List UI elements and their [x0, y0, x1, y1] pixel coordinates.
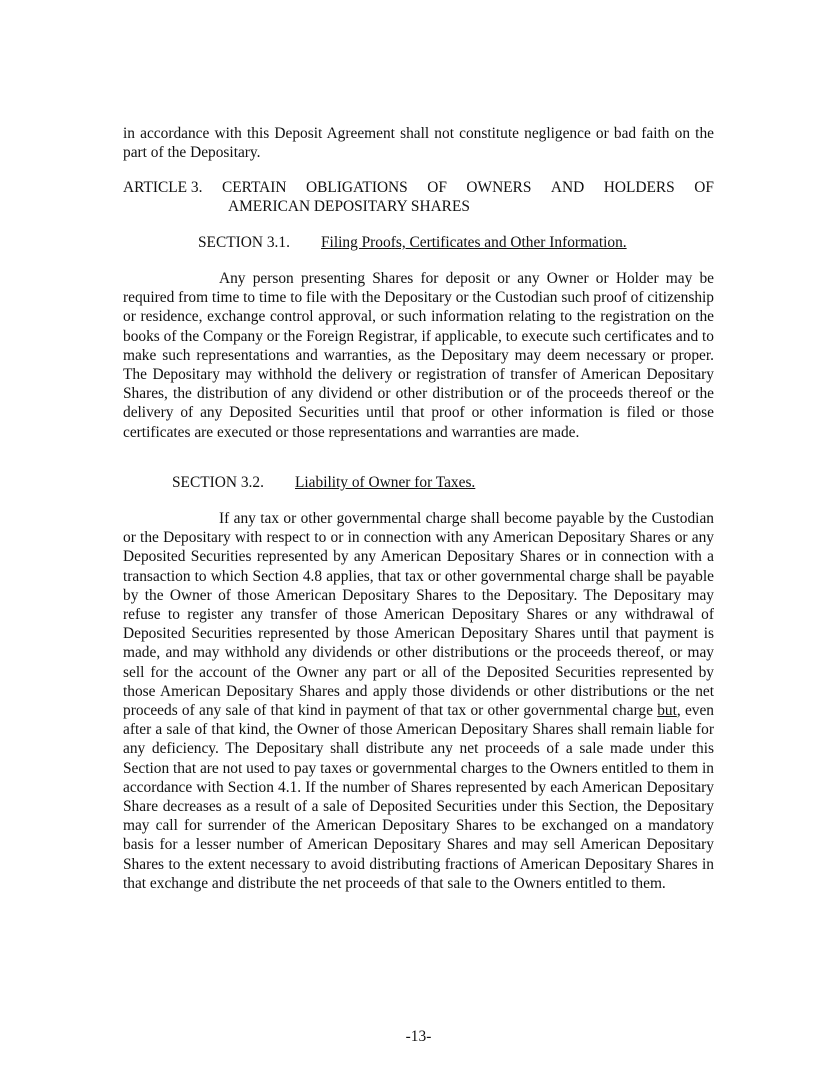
section-3-2-title: Liability of Owner for Taxes.: [295, 474, 476, 491]
article-heading: [123, 178, 714, 216]
article-title-word: OF: [427, 179, 447, 196]
top-paragraph: in accordance with this Deposit Agreement shall not constitute negligence or bad faith on the part of the Depositary.: [123, 125, 714, 162]
section-3-1-body: Any person presenting Shares for deposit or any Owner or Holder may be required from time to time to file with the Depositary or the Custodian such proof of citizenship or residence, exchange control approval, or such information relating to the registration on the books of the Company or the Foreign Registrar, if applicable, to execute such certificates and to make such representations and warranties, as the Depositary may deem necessary or proper. The Depositary may withhold the delivery or registration of transfer of American Depositary Shares, the distribution of any dividend or other distribution or of the proceeds thereof or the delivery of any Deposited Securities until that proof or other information is filed or those certificates are executed or those representations and warranties are made.: [123, 270, 714, 441]
article-heading-line1: [123, 178, 714, 197]
article-title-word: CERTAIN: [221, 179, 287, 196]
section-3-1-heading: [198, 233, 627, 252]
article-title-line2: AMERICAN DEPOSITARY SHARES: [228, 198, 470, 216]
article-title-word: HOLDERS: [603, 179, 675, 196]
article-title-word: AND: [550, 179, 585, 196]
section-3-2-number: SECTION 3.2.: [172, 474, 264, 491]
section-3-2-body-part2: , even after a sale of that kind, the Owner of those American Depositary Shares shall remain liable for any deficiency. The Depositary shall distribute any net proceeds of a sale made under this Section that are not used to pay taxes or governmental charges to the Owners entitled to them in accordance with Section 4.1. If the number of Shares represented by each American Depositary Share decreases as a result of a sale of Deposited Securities under this Section, the Depositary may call for surrender of the American Depositary Shares to be exchanged on a mandatory basis for a lesser number of American Depositary Shares and may sell American Depositary Shares to the extent necessary to avoid distributing fractions of American Depositary Shares in that exchange and distribute the net proceeds of that sale to the Owners entitled to them.: [123, 702, 714, 892]
section-3-1-title: Filing Proofs, Certificates and Other Information.: [321, 234, 627, 251]
article-title-word: OWNERS: [466, 179, 532, 196]
article-title-word: OF: [694, 179, 714, 196]
article-title-word: OBLIGATIONS: [305, 179, 408, 196]
section-3-2-body-underlined: but: [657, 702, 677, 720]
page-number: -13-: [405, 1028, 432, 1045]
section-3-2-body: [123, 509, 714, 893]
section-3-2-heading: [172, 473, 475, 492]
section-3-2-body-part1: If any tax or other governmental charge shall become payable by the Custodian or the Depositary with respect to or in connection with any American Depositary Shares or any Deposited Securities represented by any American Depositary Shares or in connection with a transaction to which Section 4.8 applies, that tax or other governmental charge shall be payable by the Owner of those American Depositary Shares to the Depositary. The Depositary may refuse to register any transfer of those American Depositary Shares or any withdrawal of Deposited Securities represented by those American Depositary Shares until that payment is made, and may withhold any dividends or other distributions or the proceeds thereof, or may sell for the account of the Owner any part or all of the Deposited Securities represented by those American Depositary Shares and apply those dividends or other distributions or the net proceeds of any sale of that kind in payment of that tax or other governmental charge: [123, 510, 714, 720]
section-3-1-number: SECTION 3.1.: [198, 234, 290, 251]
article-label: ARTICLE 3.: [123, 179, 203, 196]
